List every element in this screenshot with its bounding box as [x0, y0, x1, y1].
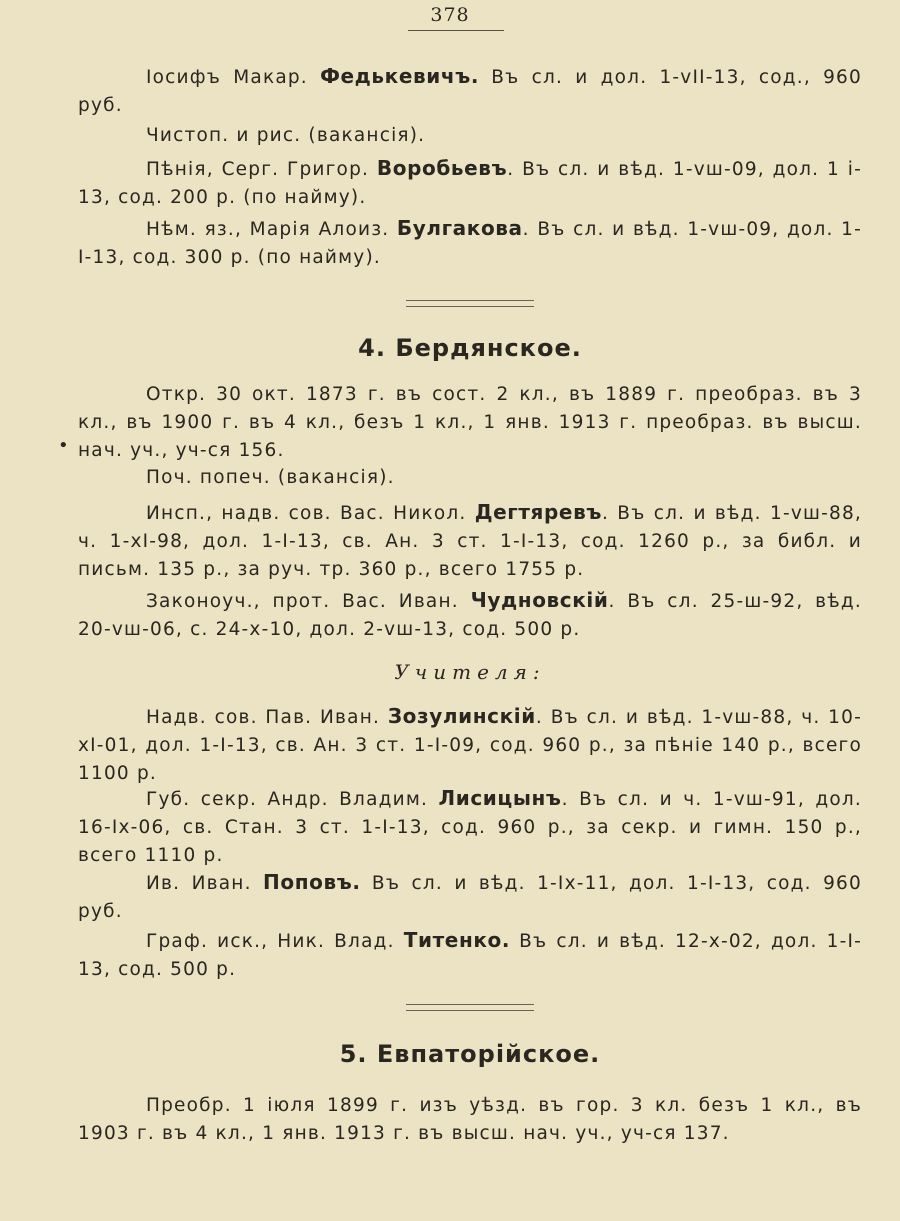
page-number: 378	[430, 4, 470, 26]
entry-text: Ив. Иван.	[146, 873, 264, 894]
section-intro-evpatoria: Преобр. 1 іюля 1899 г. изъ уѣзд. въ гор. 3 кл. безъ 1 кл., въ 1903 г. въ 4 кл., 1 янв. 1913 г. въ высш. нач. уч., уч-ся 137.	[78, 1095, 862, 1144]
entry-drawing-vacancy	[78, 122, 862, 150]
page-number-underline	[408, 30, 504, 31]
margin-mark: •	[58, 435, 69, 456]
entry-surname: Поповъ.	[263, 870, 361, 894]
section-divider	[406, 1004, 534, 1011]
entry-text: Законоуч., прот. Вас. Иван.	[146, 591, 471, 612]
entry-chudnovsky	[78, 586, 862, 644]
entry-surname: Зозулинскій	[387, 704, 536, 728]
entry-text: Нѣм. яз., Марія Алоиз.	[146, 219, 397, 240]
section-heading-evpatoria: 5. Евпаторійское.	[339, 1040, 601, 1068]
section-intro-berdyansk: Откр. 30 окт. 1873 г. въ сост. 2 кл., въ 1889 г. преобраз. въ 3 кл., въ 1900 г. въ 4 кл., безъ 1 кл., 1 янв. 1913 г. преобраз. въ высш. нач. уч., уч-ся 156.	[78, 384, 862, 461]
entry-honorary-trustee	[78, 464, 862, 492]
entry-zozulinsky	[78, 702, 862, 788]
entry-text: . Въ сл. и ч. 1-vш-91, дол. 16-Ix-06, св. Стан. 3 ст. 1-I-13, сод. 960 р., за секр. и гимн. 150 р., всего 1110 р.	[78, 789, 862, 866]
entry-text: Іосифъ Макар.	[146, 67, 321, 88]
entry-vorobyev	[78, 154, 862, 212]
entry-bulgakova	[78, 214, 862, 272]
entry-surname: Федькевичъ.	[320, 64, 480, 88]
entry-text: . Въ сл. и вѣд. 1-vш-09, дол. 1 i-13, сод. 200 р. (по найму).	[78, 159, 863, 208]
entry-surname: Булгакова	[396, 216, 523, 240]
entry-text: Граф. иск., Ник. Влад.	[146, 931, 404, 952]
entry-surname: Воробьевъ	[376, 156, 508, 180]
entry-text: . Въ сл. и вѣд. 1-vш-09, дол. 1-I-13, сод. 300 р. (по найму).	[78, 219, 862, 268]
entry-text: . Въ сл. 25-ш-92, вѣд. 20-vш-06, с. 24-x-10, дол. 2-vш-13, сод. 500 р.	[78, 591, 862, 640]
entry-text: Пѣнія, Серг. Григор.	[146, 159, 377, 180]
entry-surname: Лисицынъ	[438, 786, 562, 810]
entry-titenko	[78, 926, 862, 984]
entry-text: Чистоп. и рис. (вакансія).	[146, 125, 426, 146]
entry-text: Надв. сов. Пав. Иван.	[146, 707, 388, 728]
entry-surname: Дегтяревъ	[474, 500, 602, 524]
entry-surname: Чудновскій	[470, 588, 609, 612]
entry-text: Въ сл. и дол. 1-vII-13, сод., 960 руб.	[78, 67, 862, 116]
entry-lisitsyn	[78, 784, 862, 870]
entry-popov	[78, 868, 862, 926]
entry-text: Губ. секр. Андр. Владим.	[146, 789, 439, 810]
entry-fedkevich	[78, 62, 862, 120]
subheading-teachers: Учителя:	[394, 660, 546, 684]
entry-text: Въ сл. и вѣд. 12-x-02, дол. 1-I-13, сод. 500 р.	[78, 931, 862, 980]
entry-text: . Въ сл. и вѣд. 1-vш-88, ч. 1-xI-98, дол. 1-I-13, св. Ан. 3 ст. 1-I-13, сод. 1260 р., за библ. и письм. 135 р., за руч. тр. 360 р., всего 1755 р.	[78, 503, 863, 580]
entry-text: . Въ сл. и вѣд. 1-vш-88, ч. 10-xI-01, дол. 1-I-13, св. Ан. 3 ст. 1-I-09, сод. 960 р., за пѣніе 140 р., всего 1100 р.	[78, 707, 862, 784]
entry-surname: Титенко.	[403, 928, 511, 952]
section-divider	[406, 300, 534, 307]
entry-text: Поч. попеч. (вакансія).	[146, 467, 395, 488]
entry-text: Въ сл. и вѣд. 1-Ix-11, дол. 1-I-13, сод. 960 руб.	[78, 873, 862, 922]
entry-degtyarev	[78, 498, 862, 584]
section-heading-berdyansk: 4. Бердянское.	[358, 334, 582, 362]
entry-text: Инсп., надв. сов. Вас. Никол.	[146, 503, 475, 524]
